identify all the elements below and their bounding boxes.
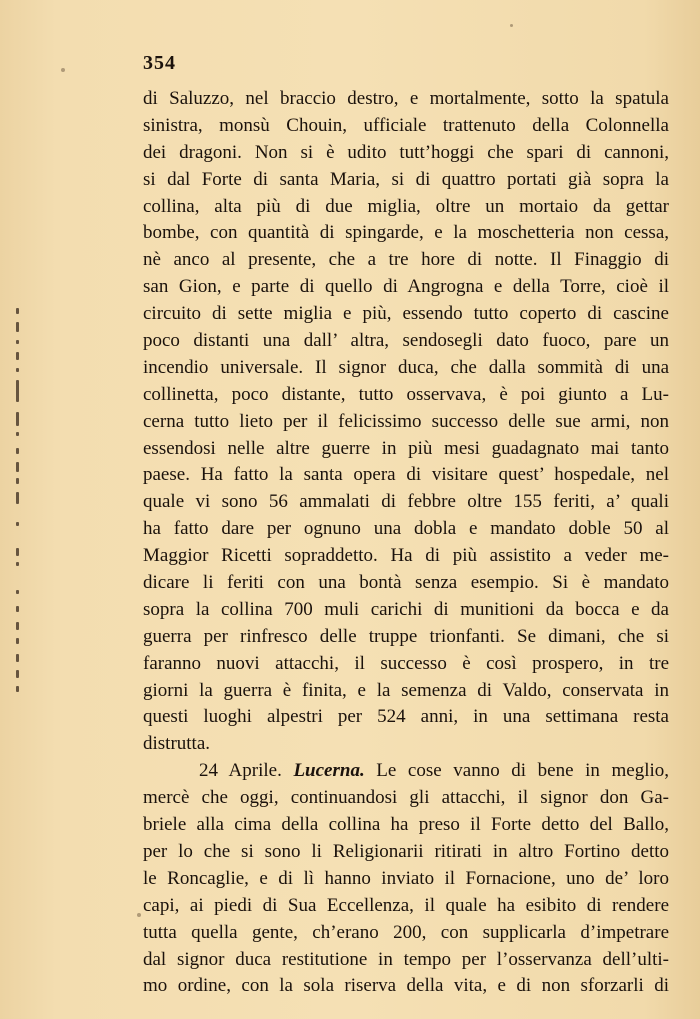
text-line: cerna tutto lieto per il felicissimo successo delle sue armi, non <box>143 410 669 432</box>
body-text <box>143 86 669 1000</box>
entry-text: Le cose vanno di bene in meglio, <box>364 760 669 782</box>
text-line: collinetta, poco distante, tutto osservava, è poi giunto a Lu- <box>143 383 669 405</box>
text-line: quale vi sono 56 ammalati di febbre oltre 155 feriti, a’ quali <box>143 491 669 513</box>
page-number: 354 <box>143 52 176 74</box>
text-line: si dal Forte di santa Maria, si di quattro portati già sopra la <box>143 168 669 190</box>
text-line: poco distanti una dall’ altra, sendosegli dato fuoco, pare un <box>143 330 669 352</box>
text-line: san Gion, e parte di quello di Angrogna e della Torre, cioè il <box>143 276 669 298</box>
text-line: bombe, con quantità di spingarde, e la moschetteria non cessa, <box>143 222 669 244</box>
text-line: nè anco al presente, che a tre hore di notte. Il Finaggio di <box>143 249 669 271</box>
text-line: dal signor duca restitutione in tempo per l’osservanza dell’ulti- <box>143 948 669 970</box>
text-line: sopra la collina 700 muli carichi di munitioni da bocca e da <box>143 598 669 620</box>
text-line: le Roncaglie, e di lì hanno inviato il Fornacione, uno de’ loro <box>143 867 669 889</box>
margin-mark <box>16 686 19 692</box>
margin-mark <box>16 522 19 526</box>
entry-date: 24 Aprile. <box>199 760 282 782</box>
margin-mark <box>16 380 19 402</box>
paragraph-opening-line <box>143 758 669 785</box>
margin-mark <box>16 670 19 678</box>
text-line: giorni la guerra è finita, e la semenza di Valdo, conservata in <box>143 679 669 701</box>
text-line: di Saluzzo, nel braccio destro, e mortalmente, sotto la spatula <box>143 88 669 109</box>
margin-bleed-through <box>0 300 30 700</box>
margin-mark <box>16 638 19 644</box>
margin-mark <box>16 412 19 426</box>
margin-mark <box>16 492 19 504</box>
margin-mark <box>16 322 19 332</box>
paper-spot <box>137 913 141 917</box>
margin-mark <box>16 352 19 360</box>
text-line: circuito di sette miglia e più, essendo tutto coperto di cascine <box>143 303 669 325</box>
text-line: per lo che si sono li Religionarii ritirati in altro Fortino detto <box>143 840 669 862</box>
text-line: paese. Ha fatto la santa opera di visitare quest’ hospedale, nel <box>143 464 669 486</box>
paper-spot <box>510 24 513 27</box>
margin-mark <box>16 590 19 594</box>
margin-mark <box>16 308 19 314</box>
margin-mark <box>16 606 19 612</box>
margin-mark <box>16 368 19 372</box>
margin-mark <box>16 562 19 566</box>
text-line: distrutta. <box>143 733 211 755</box>
text-line: dicare li feriti con una bontà senza esempio. Si è mandato <box>143 572 669 594</box>
text-line: guerra per rinfresco delle truppe trionfanti. Se dimani, che si <box>143 625 669 647</box>
margin-mark <box>16 622 19 630</box>
text-line: incendio universale. Il signor duca, che dalla sommità di una <box>143 356 669 378</box>
margin-mark <box>16 432 19 436</box>
text-line: mercè che oggi, continuandosi gli attacchi, il signor don Ga- <box>143 787 669 809</box>
text-line: ha fatto dare per ognuno una dobla e mandato doble 50 al <box>143 518 669 540</box>
text-line: dei dragoni. Non si è udito tutt’hoggi che spari di cannoni, <box>143 141 669 163</box>
margin-mark <box>16 548 19 556</box>
text-line: briele alla cima della collina ha preso il Forte detto del Ballo, <box>143 814 669 836</box>
text-line: questi luoghi alpestri per 524 anni, in una settimana resta <box>143 706 669 728</box>
text-line: Maggior Ricetti sopraddetto. Ha di più assistito a veder me- <box>143 545 669 567</box>
text-line: essendosi nelle altre guerre in più mesi guadagnato mai tanto <box>143 437 669 459</box>
text-line: collina, alta più di due miglia, oltre un mortaio da gettar <box>143 195 669 217</box>
text-line: tutta quella gente, ch’erano 200, con supplicarla d’impetrare <box>143 921 669 943</box>
paper-spot <box>61 68 65 72</box>
margin-mark <box>16 462 19 472</box>
text-line: mo ordine, con la sola riserva della vita, e di non sforzarli di <box>143 975 669 997</box>
text-line: capi, ai piedi di Sua Eccellenza, il quale ha esibito di rendere <box>143 894 669 916</box>
text-line: faranno nuovi attacchi, il successo è così prospero, in tre <box>143 652 669 674</box>
entry-place: Lucerna. <box>293 760 365 782</box>
margin-mark <box>16 478 19 484</box>
margin-mark <box>16 340 19 344</box>
margin-mark <box>16 448 19 454</box>
text-line: sinistra, monsù Chouin, ufficiale trattenuto della Colonnella <box>143 114 669 136</box>
margin-mark <box>16 654 19 662</box>
